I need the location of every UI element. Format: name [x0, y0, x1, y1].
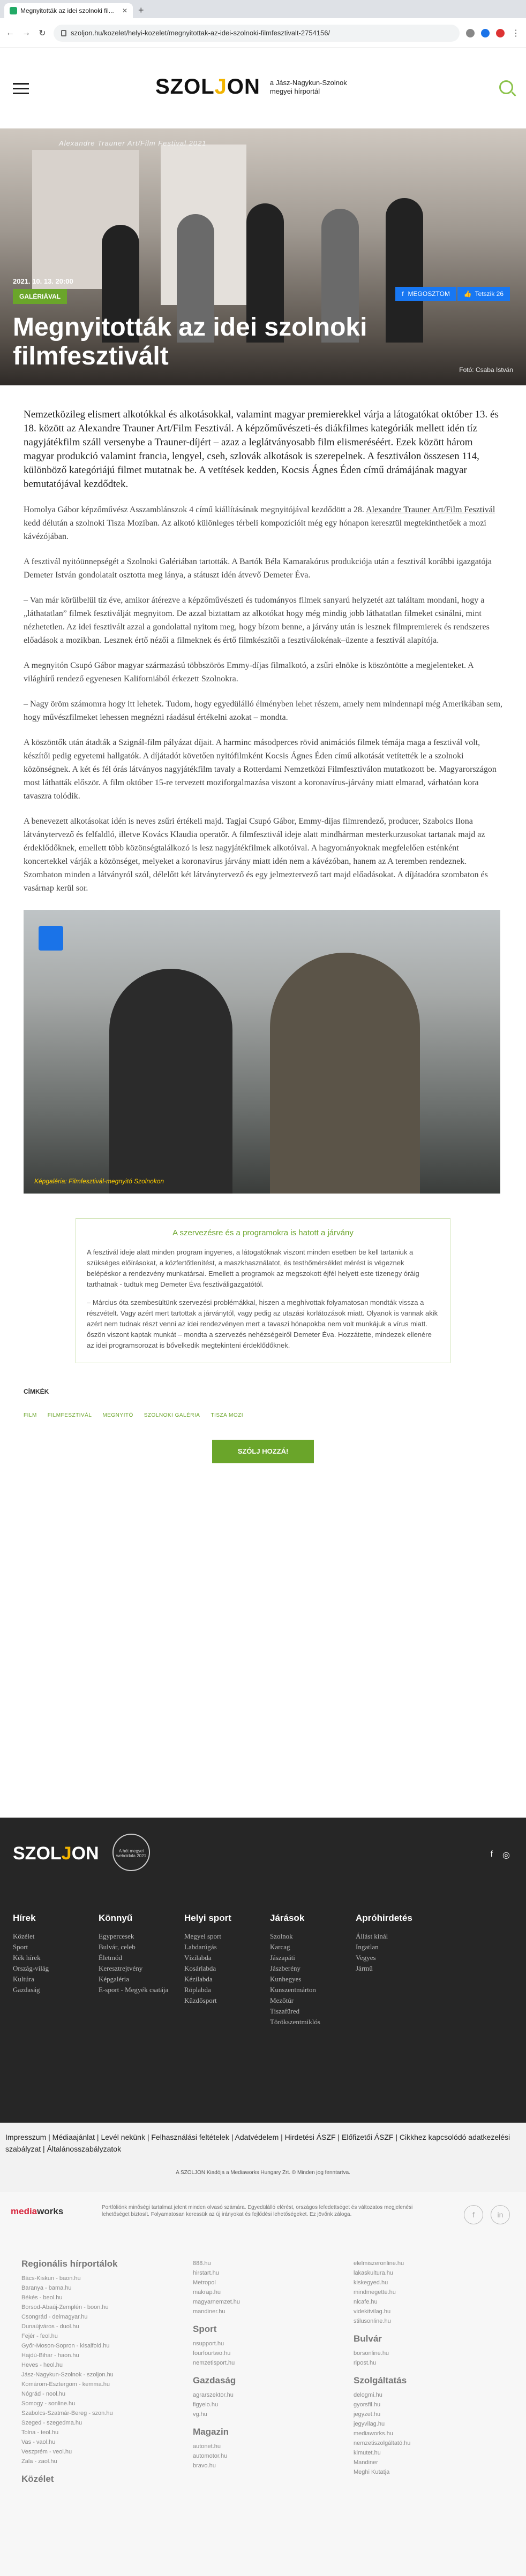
- facebook-icon: f: [402, 290, 404, 298]
- tags-title: CÍMKÉK: [24, 1388, 49, 1395]
- article-body: [24, 503, 502, 895]
- paragraph: – Van már körülbelül tíz éve, amikor átérezve a képzőművészeti és tudományos filmek sanyarú helyzetét azt találtam mondani, hogy a „láthatatlan” filmek fesztiválját megnyitom. De azzal biztattam az alkotókat hogy még mindig jobb láthatatlan filmeket csinálni, mint nézhetetlen. Az idei fesztivált azzal a gondolattal nyitom meg, hogy bízom benne, a járvány után is lesznek filmpremierek és rendszeres előadások a mozikban. Lesznek értő nézői a filmeknek és értő filmkészítői a fesztiválokénak–üzente a fesztivál alapítója.: [24, 596, 490, 645]
- new-tab-icon[interactable]: +: [138, 5, 144, 16]
- footer-link[interactable]: agrarszektor.hu: [193, 2392, 234, 2398]
- footer-link[interactable]: bravo.hu: [193, 2463, 216, 2469]
- browser-chrome: [0, 0, 526, 48]
- footer-link[interactable]: nsupport.hu: [193, 2341, 224, 2347]
- info-box-paragraph: A fesztivál ideje alatt minden program ingyenes, a látogatóknak viszont minden esetben be kell tartaniuk a szükséges előírásokat, a közfertőtlenítést, a maszkhasználatot, és testhőmérséklet mérést is végeznek belépéskor a rendezvény munkatársai. Emellett a programok az megszokott éjfél helyett este tízenegy óráig tarthatnak - tudtuk meg Demeter Éva fesztiváligazgatótól.: [87, 1248, 419, 1288]
- footer-link[interactable]: makrap.hu: [193, 2289, 221, 2296]
- article-title: Megnyitották az idei szolnoki filmfesztivált: [13, 313, 367, 370]
- footer-link[interactable]: figyelo.hu: [193, 2402, 219, 2408]
- thumbs-up-icon: 👍: [463, 290, 472, 298]
- tag-link[interactable]: FILMFESZTIVÁL: [47, 1412, 92, 1418]
- footer-link[interactable]: Bács-Kiskun - baon.hu: [21, 2275, 81, 2282]
- gallery-badge[interactable]: GALÉRIÁVAL: [13, 289, 67, 304]
- site-footer: [0, 1818, 526, 2123]
- award-seal: A hét megyei weboldala 2021: [112, 1834, 150, 1871]
- mediaworks-social: [464, 2205, 510, 2224]
- footer-link[interactable]: borsonline.hu: [354, 2350, 389, 2357]
- paragraph: Homolya Gábor képzőművész Asszamblánszok 4 című kiállításának megnyitójával kezdődött a 28. Alexandre Trauner Art/Film Fesztivál kedd délután a szolnoki Tisza Moziban. Az alkotó különleges térbeli kompozícióit még egy hónapon keresztül megtekinthetőek a mozi kávézójában.: [24, 505, 495, 541]
- hero-overlay-caption: Alexandre Trauner Art/Film Festival 2021: [59, 139, 207, 147]
- footer-columns: [13, 1913, 441, 2027]
- footer-link[interactable]: 888.hu: [193, 2260, 211, 2267]
- like-button[interactable]: 👍 Tetszik 26: [457, 287, 510, 301]
- hero-image: [0, 128, 526, 385]
- logo-text-c: ON: [227, 75, 260, 98]
- footer-col-konnyu: Könnyű Egypercesek Bulvár, celeb Életmód Keresztrejtvény Képgaléria E-sport - Megyék csatája: [99, 1913, 169, 1994]
- footer-link[interactable]: delogmi.hu: [354, 2392, 382, 2398]
- footer-link[interactable]: kiskegyed.hu: [354, 2279, 388, 2286]
- footer-link[interactable]: videkitvilag.hu: [354, 2308, 391, 2315]
- footer-link[interactable]: kimutet.hu: [354, 2450, 381, 2456]
- footer-link[interactable]: Somogy - sonline.hu: [21, 2400, 76, 2407]
- mediaworks-text: Portfóliónk minőségi tartalmat jelent minden olvasó számára. Egyedülálló elérést, országos lefedettséget és változatos megjelenési lehetőséget biztosít. Folyamatosan keressük az új irányokat és fejlődési lehetőségeket. Ez jövőnk záloga.: [102, 2205, 413, 2217]
- footer-link[interactable]: Meghi Kutatja: [354, 2469, 390, 2475]
- reload-icon[interactable]: ↻: [39, 28, 46, 38]
- facebook-icon[interactable]: f: [464, 2205, 483, 2224]
- article-content: [0, 408, 526, 1463]
- site-header: [0, 48, 526, 128]
- footer-link[interactable]: Szabolcs-Szatmár-Bereg - szon.hu: [21, 2410, 113, 2417]
- linkedin-icon[interactable]: in: [491, 2205, 510, 2224]
- footer-link[interactable]: Dunaújváros - duol.hu: [21, 2323, 79, 2330]
- logo-text-b: J: [214, 75, 227, 98]
- paragraph: A fesztivál nyitóünnepségét a Szolnoki Galériában tartották. A Bartók Béla Kamarakórus produkciója után a fesztivál korábbi igazgatója Demeter István gondolatait osztotta meg lánya, a státuszt idén átvevő Demeter Éva.: [24, 557, 492, 580]
- legal-links[interactable]: Impresszum | Médiaajánlat | Levél nekünk | Felhasználási feltételek | Adatvédelem | Hirdetési ÁSZF | Előfizetői ÁSZF | Cikkhez kapcsolódó adatkezelési szabályzat | Általánosszabályzatok: [5, 2133, 510, 2153]
- site: [0, 48, 526, 1463]
- logo-text-a: SZOL: [155, 75, 215, 98]
- lock-icon: [61, 30, 66, 36]
- footer-link[interactable]: Komárom-Esztergom - kemma.hu: [21, 2381, 110, 2388]
- festival-link[interactable]: Alexandre Trauner Art/Film Fesztivál: [365, 505, 495, 514]
- footer-link[interactable]: Hajdú-Bihar - haon.hu: [21, 2352, 79, 2359]
- footer-link[interactable]: mandiner.hu: [193, 2308, 226, 2315]
- footer-link[interactable]: mindmegette.hu: [354, 2289, 396, 2296]
- tag-list: [24, 1412, 502, 1418]
- share-button[interactable]: f MEGOSZTOM: [395, 287, 456, 301]
- menu-kebab-icon[interactable]: ⋮: [512, 28, 520, 38]
- gallery-photo[interactable]: [24, 910, 500, 1194]
- footer-link[interactable]: Veszprém - veol.hu: [21, 2449, 72, 2455]
- footer-link[interactable]: Baranya - bama.hu: [21, 2285, 72, 2291]
- info-box-paragraph: – Március óta szembesültünk szervezési problémákkal, hiszen a meghívottak folyamatosan mondták vissza a részvételt. Vagy azért mert tartottak a járványtól, vagy pedig az utazási korlátozások miatt. Olyanok is vannak akik azért nem tudnak részt venni az idei rendezvényen mert a tavaszi hónapokba nem volt munkájuk a vírus miatt. őszön viszont kaptak munkát – mondta a szervezés nehézségeiről Demeter Éva. Hozzátette, mindezek ellenére az idei programsorozat is bővelkedik megtekinteni érdeklődőknek.: [87, 1298, 438, 1349]
- footer-link[interactable]: ripost.hu: [354, 2360, 377, 2366]
- tag-link[interactable]: SZOLNOKI GALÉRIA: [144, 1412, 200, 1418]
- tab-bar: [0, 0, 526, 18]
- tag-link[interactable]: FILM: [24, 1412, 37, 1418]
- footer-link[interactable]: Csongrád - delmagyar.hu: [21, 2314, 88, 2320]
- footer-link[interactable]: nemzetisport.hu: [193, 2360, 235, 2366]
- footer-link[interactable]: Békés - beol.hu: [21, 2294, 63, 2301]
- footer-link[interactable]: Borsod-Abaúj-Zemplén - boon.hu: [21, 2304, 109, 2311]
- footer-link[interactable]: magyarnemzet.hu: [193, 2299, 241, 2305]
- profile-icon[interactable]: [481, 29, 490, 37]
- footer-link[interactable]: Győr-Moson-Sopron - kisalfold.hu: [21, 2343, 110, 2349]
- footer-link[interactable]: Szeged - szegedma.hu: [21, 2420, 82, 2426]
- footer-col-jarasok: Járások Szolnok Karcag Jászapáti Jászberény Kunhegyes Kunszentmárton Mezőtúr Tiszafüred Törökszentmiklós: [270, 1913, 320, 2026]
- footer-link[interactable]: Nógrád - nool.hu: [21, 2391, 65, 2397]
- article-date: 2021. 10. 13. 20:00: [13, 277, 73, 285]
- instagram-icon[interactable]: ◎: [502, 1851, 510, 1860]
- footer-link[interactable]: stilusonline.hu: [354, 2318, 391, 2324]
- forward-icon[interactable]: →: [22, 28, 31, 37]
- footer-link[interactable]: nlcafe.hu: [354, 2299, 378, 2305]
- legal-bar: [0, 2123, 526, 2192]
- footer-link[interactable]: nemzetiszolgáltató.hu: [354, 2440, 411, 2446]
- footer-social: [491, 1850, 510, 1860]
- footer-link[interactable]: fourfourtwo.hu: [193, 2350, 231, 2357]
- footer-link[interactable]: gyorsfil.hu: [354, 2402, 381, 2408]
- footer-link[interactable]: Zala - zaol.hu: [21, 2458, 57, 2465]
- footer-link[interactable]: jegyvilag.hu: [354, 2421, 385, 2427]
- hamburger-menu-icon[interactable]: [13, 83, 29, 94]
- gallery-icon[interactable]: [39, 926, 63, 951]
- url-text: szoljon.hu/kozelet/helyi-kozelet/megnyitottak-az-idei-szolnoki-filmfesztivalt-2754156/: [71, 29, 330, 37]
- paragraph: A benevezett alkotásokat idén is neves zsűri értékeli majd. Tagjai Csupó Gábor, Emmy-díjas filmrendező, producer, Szabolcs Ilona látványtervező és felfaldló, illetve Kovács Klaudia operatőr. A filmfesztivál ideje alatt mindhárman mesterkurzusokat tartanak majd az érdeklődőknek, emellett több közönségtalálkozó is lesz nagyjátékfilmek alkotóival. A hagyományoknak megfelelően esténként koncertekkel várják a közönséget, melyeket a koronavírus járvány miatt idén nem a kávézóban, hanem az A teremben rendeznek. Szombaton minden a látványról szól, délelőtt két látványtervező és egy jelmeztervező tart majd előadásokat. A díjátadóra szombaton és vasárnap kerül sor.: [24, 817, 488, 893]
- footer-link[interactable]: jegyzet.hu: [354, 2411, 381, 2418]
- footer-logo[interactable]: SZOLJON: [13, 1843, 99, 1864]
- tag-link[interactable]: MEGNYITÓ: [102, 1412, 133, 1418]
- paragraph: A köszöntők után átadták a Szignál-film pályázat díjait. A harminc másodperces rövid animációs filmek témája maga a fesztivál volt, készítői pedig egyetemi hallgatók. A díjátadót követően nyitófilmként Kocsis Ágnes Éden című alkotását vetítették le a szolnoki közönségnek. A két és fél órás látványos nagyjátékfilm tavaly a Rotterdami Nemzetközi Filmfesztiválon mutatkozott be. Magyarországon most láthatták először. A film október 15-re tervezett moziforgalmazása viszont a koronavírus-járvány miatt elmarad, várhatóan kora tavaszra tolódik.: [24, 738, 497, 801]
- footer-link[interactable]: Mandiner: [354, 2459, 378, 2466]
- site-logo[interactable]: [155, 75, 347, 99]
- footer-link[interactable]: Fejér - feol.hu: [21, 2333, 58, 2339]
- photo-credit: Fotó: Csaba István: [459, 366, 513, 374]
- footer-link[interactable]: vg.hu: [193, 2411, 207, 2418]
- extension-red-icon[interactable]: [496, 29, 505, 37]
- copyright: A SZOLJON Kiadója a Mediaworks Hungary Zrt. © Minden jog fenntartva.: [176, 2170, 350, 2176]
- footer-link[interactable]: elelmiszeronline.hu: [354, 2260, 404, 2267]
- mediaworks-footer: [0, 2192, 526, 2576]
- search-icon[interactable]: [499, 80, 513, 94]
- mw-col-2: 888.hu hirstart.hu Metropol makrap.hu magyarnemzet.hu mandiner.hu Sport nsupport.hu fourfourtwo.hu nemzetisport.hu Gazdaság agrarszektor.hu figyelo.hu vg.hu Magazin autonet.hu automotor.hu bravo.hu: [193, 2251, 240, 2471]
- gallery-caption[interactable]: Képgaléria: Filmfesztivál-megnyitó Szolnokon: [34, 1177, 164, 1185]
- site-tagline: a Jász-Nagykun-Szolnok megyei hírportál: [269, 78, 347, 95]
- paragraph: A megnyitón Csupó Gábor magyar származású többszörös Emmy-díjas filmalkotó, a zsűri elnöke is köszöntötte a megjelenteket. A világhírű rendező egyenesen Kaliforniából érkezett Szolnokra.: [24, 661, 474, 683]
- info-box: [76, 1218, 450, 1363]
- comment-button[interactable]: SZÓLJ HOZZÁ!: [212, 1440, 314, 1463]
- info-box-title: A szervezésre és a programokra is hatott a járvány: [172, 1228, 354, 1237]
- footer-link[interactable]: Tolna - teol.hu: [21, 2429, 59, 2436]
- article-lead: Nemzetközileg elismert alkotókkal és alkotásokkal, valamint magyar premierekkel várja a látogatókat október 13. és 18. között az Alexandre Trauner Art/Film Fesztivál. A képzőművészeti-és diákfilmes kategóriák mellett idén tíz nagyjátékfilm száll versenybe a Trauner-díjért – azaz a leglátványosabb film elismeréséért. Ezek között három magyar produkció valamint francia, lengyel, cseh, szlovák alkotások is szerepelnek. A fesztiválon összesen 114, különböző kategóriájú filmet mutatnak be. A vetítések kedden, Kocsis Ágnes Éden című drámájának magyar bemutatójával kezdődtek.: [24, 409, 499, 490]
- tag-link[interactable]: TISZA MOZI: [211, 1412, 244, 1418]
- close-tab-icon[interactable]: ✕: [122, 7, 127, 14]
- back-icon[interactable]: ←: [6, 28, 14, 37]
- address-bar-row: [0, 18, 526, 48]
- browser-tab[interactable]: [4, 3, 133, 18]
- footer-link[interactable]: hirstart.hu: [193, 2270, 219, 2276]
- footer-col-hirek: Hírek Közélet Sport Kék hírek Ország-világ Kultúra Gazdaság: [13, 1913, 49, 1994]
- favicon-icon: [10, 7, 17, 14]
- mw-col-regional: Regionális hírportálok Bács-Kiskun - baon.hu Baranya - bama.hu Békés - beol.hu Borsod-Abaúj-Zemplén - boon.hu Csongrád - delmagyar.hu Dunaújváros - duol.hu Fejér - feol.hu Győr-Moson-Sopron - kisalfold.hu Hajdú-Bihar - haon.hu Heves - heol.hu Jász-Nagykun-Szolnok - szoljon.hu Komárom-Esztergom - kemma.hu Nógrád - nool.hu Somogy - sonline.hu Szabolcs-Szatmár-Bereg - szon.hu Szeged - szegedma.hu Tolna - teol.hu Vas - vaol.hu Veszprém - veol.hu Zala - zaol.hu Közélet: [21, 2259, 118, 2484]
- footer-col-aprohirdetes: Apróhirdetés Állást kínál Ingatlan Vegyes Jármű: [356, 1913, 412, 1972]
- mediaworks-logo[interactable]: mediaworks: [11, 2206, 64, 2216]
- footer-col-helyi-sport: Helyi sport Megyei sport Labdarúgás Vízilabda Kosárlabda Kézilabda Röplabda Küzdősport: [184, 1913, 231, 2004]
- paragraph: – Nagy öröm számomra hogy itt lehetek. Tudom, hogy egyedülálló élményben lehet részem, amely nem mindennapi még Amerikában sem, hogy művészfilmeket lehessen megnézni ráadásul értékelni azokat – mondta.: [24, 700, 503, 722]
- footer-link[interactable]: autonet.hu: [193, 2443, 221, 2450]
- address-bar[interactable]: [54, 25, 460, 42]
- footer-link[interactable]: Vas - vaol.hu: [21, 2439, 56, 2445]
- footer-link[interactable]: Metropol: [193, 2279, 216, 2286]
- footer-link[interactable]: automotor.hu: [193, 2453, 228, 2459]
- footer-link[interactable]: Jász-Nagykun-Szolnok - szoljon.hu: [21, 2372, 114, 2378]
- mw-col-3: elelmiszeronline.hu lakaskultura.hu kiskegyed.hu mindmegette.hu nlcafe.hu videkitvilag.hu stilusonline.hu Bulvár borsonline.hu ripost.hu Szolgáltatás delogmi.hu gyorsfil.hu jegyzet.hu jegyvilag.hu mediaworks.hu nemzetiszolgáltató.hu kimutet.hu Mandiner Meghi Kutatja: [354, 2251, 410, 2477]
- footer-link[interactable]: Heves - heol.hu: [21, 2362, 63, 2368]
- tab-title: Megnyitották az idei szolnoki fil...: [20, 7, 114, 14]
- footer-link[interactable]: mediaworks.hu: [354, 2430, 393, 2437]
- footer-link[interactable]: lakaskultura.hu: [354, 2270, 393, 2276]
- extension-icon[interactable]: [466, 29, 475, 37]
- facebook-icon[interactable]: f: [490, 1850, 493, 1859]
